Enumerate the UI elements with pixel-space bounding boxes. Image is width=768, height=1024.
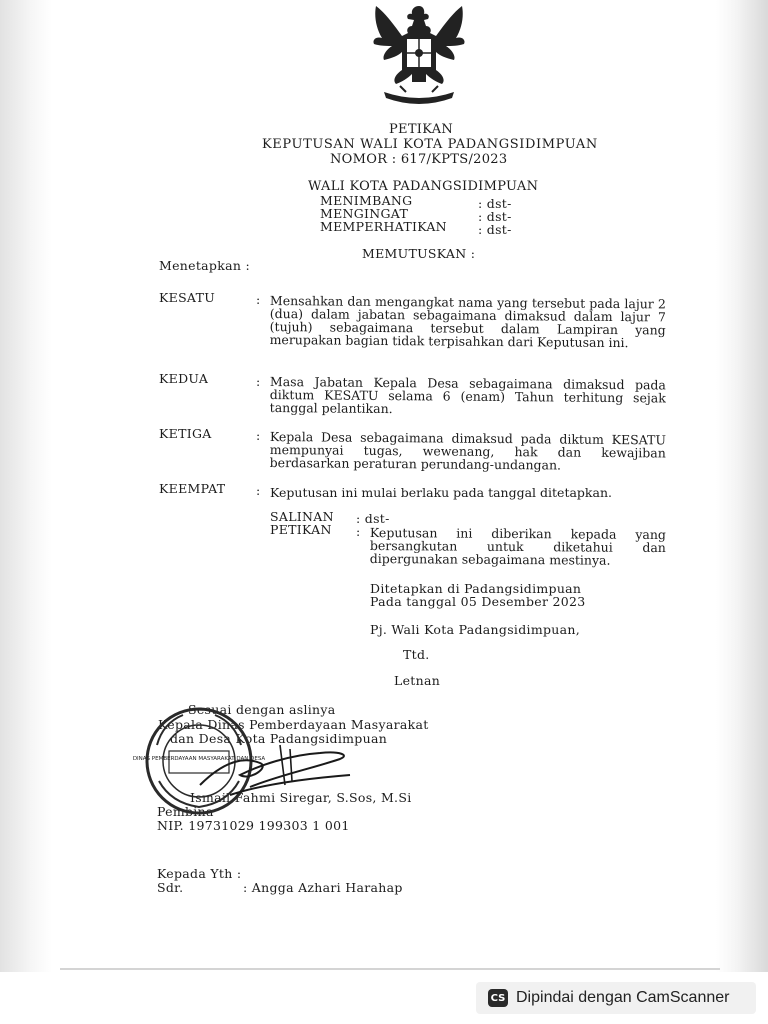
authority-title: WALI KOTA PADANGSIDIMPUAN [308, 179, 539, 194]
article-text-kesatu: Mensahkan dan mengangkat nama yang tersebut pada lajur 2 (dua) dalam jabatan sebagaimana dimaksud dalam lajur 7 (tujuh) sebagaimana tersebut dalam Lampiran yang merupakan bagian tidak terpisahkan dari Keputusan ini. [269, 293, 666, 351]
recipient-sdr-label: Sdr. [157, 880, 184, 895]
scan-right-shadow [716, 0, 768, 975]
article-label-keempat: KEEMPAT [159, 481, 226, 496]
camscanner-label: Dipindai dengan CamScanner [516, 989, 730, 1006]
certification-line3: dan Desa Kota Padangsidimpuan [170, 731, 388, 746]
article-text-ketiga: Kepala Desa sebagaimana dimaksud pada diktum KESATU mempunyai tugas, wewenang, hak dan kewajiban berdasarkan peraturan perundang-undangan. [269, 429, 666, 473]
memutuskan-heading: MEMUTUSKAN : [362, 246, 476, 261]
article-label-kedua: KEDUA [159, 371, 209, 386]
preamble-value-memperhatikan: : dst- [478, 222, 512, 237]
preamble-label-memperhatikan: MEMPERHATIKAN [320, 219, 447, 234]
signing-official: Pj. Wali Kota Padangsidimpuan, [370, 622, 580, 637]
certification-line1: Sesuai dengan aslinya [188, 702, 336, 717]
certification-nip: NIP. 19731029 199303 1 001 [157, 818, 350, 833]
salinan-value: : dst- [356, 511, 390, 526]
certification-official-name: Ismail Fahmi Siregar, S.Sos, M.Si [190, 790, 412, 805]
scan-left-shadow [0, 0, 52, 1024]
article-colon: : [256, 374, 261, 389]
preamble-label-menimbang: MENIMBANG [320, 193, 413, 208]
petikan-label: PETIKAN [270, 522, 332, 537]
handwritten-signature-icon [190, 735, 360, 805]
camscanner-logo-icon: CS [488, 989, 508, 1007]
recipient-to-label: Kepada Yth : [157, 866, 242, 881]
signing-place: Ditetapkan di Padangsidimpuan [370, 581, 582, 596]
salinan-label: SALINAN [270, 509, 334, 524]
stamp-text-line1: DINAS PEMBERDAYAAN MASYARAKAT DAN DESA [132, 756, 266, 762]
certification-line2: Kepala Dinas Pemberdayaan Masyarakat [158, 717, 429, 732]
signing-ttd: Ttd. [403, 647, 430, 662]
garuda-emblem-icon [362, 0, 476, 108]
certification-rank: Pembina [157, 804, 214, 819]
menetapkan-label: Menetapkan : [159, 258, 250, 273]
signing-name: Letnan [394, 673, 441, 688]
decree-number: NOMOR : 617/KPTS/2023 [330, 152, 508, 167]
petikan-text: Keputusan ini diberikan kepada yang bersangkutan untuk diketahui dan dipergunakan sebagaimana mestinya. [369, 525, 666, 568]
article-colon: : [256, 428, 261, 443]
article-text-kedua: Masa Jabatan Kepala Desa sebagaimana dimaksud pada diktum KESATU selama 6 (enam) Tahun terhitung sejak tanggal pelantikan. [269, 374, 666, 417]
decree-title: KEPUTUSAN WALI KOTA PADANGSIDIMPUAN [262, 137, 598, 152]
preamble-label-mengingat: MENGINGAT [320, 206, 409, 221]
article-text-keempat: Keputusan ini mulai berlaku pada tanggal ditetapkan. [270, 485, 612, 500]
article-colon: : [256, 483, 261, 498]
camscanner-badge [476, 982, 756, 1014]
article-label-ketiga: KETIGA [159, 426, 212, 441]
petikan-colon: : [356, 524, 361, 539]
petikan-title: PETIKAN [389, 122, 454, 137]
signing-date: Pada tanggal 05 Desember 2023 [370, 594, 586, 609]
preamble-value-menimbang: : dst- [478, 196, 512, 211]
article-label-kesatu: KESATU [159, 290, 216, 305]
article-colon: : [256, 292, 261, 307]
recipient-sdr-value: : Angga Azhari Harahap [243, 880, 403, 895]
paper-edge [60, 968, 720, 970]
preamble-value-mengingat: : dst- [478, 209, 512, 224]
